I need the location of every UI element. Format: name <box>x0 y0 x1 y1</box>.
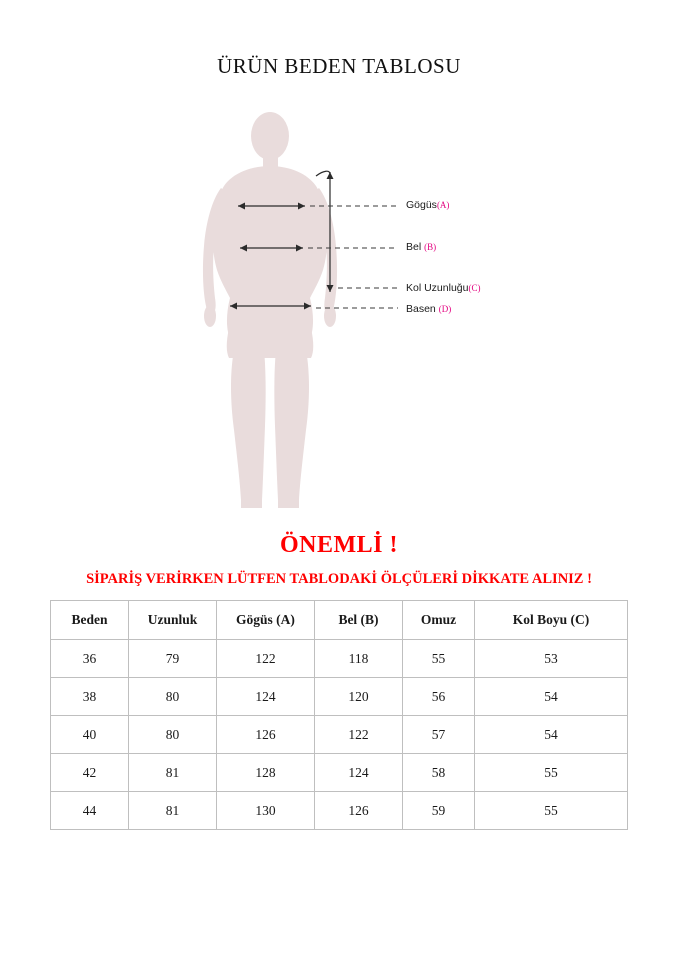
cell-uzunluk: 80 <box>129 678 217 716</box>
figure-label-sleeve-text: Kol Uzunluğu <box>406 282 469 294</box>
cell-kol: 54 <box>475 716 628 754</box>
figure-label-bust-tag: (A) <box>436 200 450 210</box>
figure-label-waist-tag: (B) <box>424 242 437 252</box>
figure-label-hip <box>406 303 451 315</box>
column-header-bel: Bel (B) <box>315 601 403 640</box>
figure-label-sleeve <box>406 282 480 294</box>
cell-kol: 55 <box>475 754 628 792</box>
table-row <box>51 716 628 754</box>
cell-uzunluk: 81 <box>129 792 217 830</box>
table-header-row <box>51 601 628 640</box>
order-warning-text: SİPARİŞ VERİRKEN LÜTFEN TABLODAKİ ÖLÇÜLERİ DİKKATE ALINIZ ! <box>86 571 592 587</box>
figure-label-hip-tag: (D) <box>438 304 452 314</box>
cell-omuz: 58 <box>403 754 475 792</box>
figure-label-hip-text: Basen <box>406 303 436 315</box>
cell-beden: 42 <box>51 754 129 792</box>
cell-gogus: 130 <box>217 792 315 830</box>
cell-bel: 120 <box>315 678 403 716</box>
body-silhouette-diagram <box>0 100 678 520</box>
cell-bel: 118 <box>315 640 403 678</box>
cell-omuz: 57 <box>403 716 475 754</box>
cell-beden: 40 <box>51 716 129 754</box>
cell-gogus: 122 <box>217 640 315 678</box>
figure-label-waist <box>406 241 436 253</box>
cell-bel: 124 <box>315 754 403 792</box>
cell-gogus: 126 <box>217 716 315 754</box>
cell-uzunluk: 79 <box>129 640 217 678</box>
cell-beden: 44 <box>51 792 129 830</box>
measurement-figure <box>0 100 678 520</box>
cell-omuz: 56 <box>403 678 475 716</box>
cell-omuz: 59 <box>403 792 475 830</box>
cell-bel: 122 <box>315 716 403 754</box>
cell-uzunluk: 80 <box>129 716 217 754</box>
column-header-kol: Kol Boyu (C) <box>475 601 628 640</box>
table-row <box>51 754 628 792</box>
column-header-omuz: Omuz <box>403 601 475 640</box>
table-row <box>51 678 628 716</box>
cell-beden: 38 <box>51 678 129 716</box>
figure-label-bust <box>406 199 449 211</box>
column-header-gogus: Gögüs (A) <box>217 601 315 640</box>
cell-beden: 36 <box>51 640 129 678</box>
cell-gogus: 124 <box>217 678 315 716</box>
table-row <box>51 640 628 678</box>
page-title: ÜRÜN BEDEN TABLOSU <box>217 54 461 78</box>
cell-bel: 126 <box>315 792 403 830</box>
figure-label-sleeve-tag: (C) <box>468 283 481 293</box>
important-heading: ÖNEMLİ ! <box>280 532 398 558</box>
table-row <box>51 792 628 830</box>
cell-uzunluk: 81 <box>129 754 217 792</box>
cell-gogus: 128 <box>217 754 315 792</box>
female-silhouette-icon <box>203 112 337 508</box>
size-chart-table <box>50 600 628 830</box>
cell-kol: 55 <box>475 792 628 830</box>
cell-kol: 53 <box>475 640 628 678</box>
figure-label-waist-text: Bel <box>406 241 422 253</box>
cell-kol: 54 <box>475 678 628 716</box>
cell-omuz: 55 <box>403 640 475 678</box>
figure-label-bust-text: Gögüs <box>406 199 437 211</box>
column-header-uzunluk: Uzunluk <box>129 601 217 640</box>
column-header-beden: Beden <box>51 601 129 640</box>
